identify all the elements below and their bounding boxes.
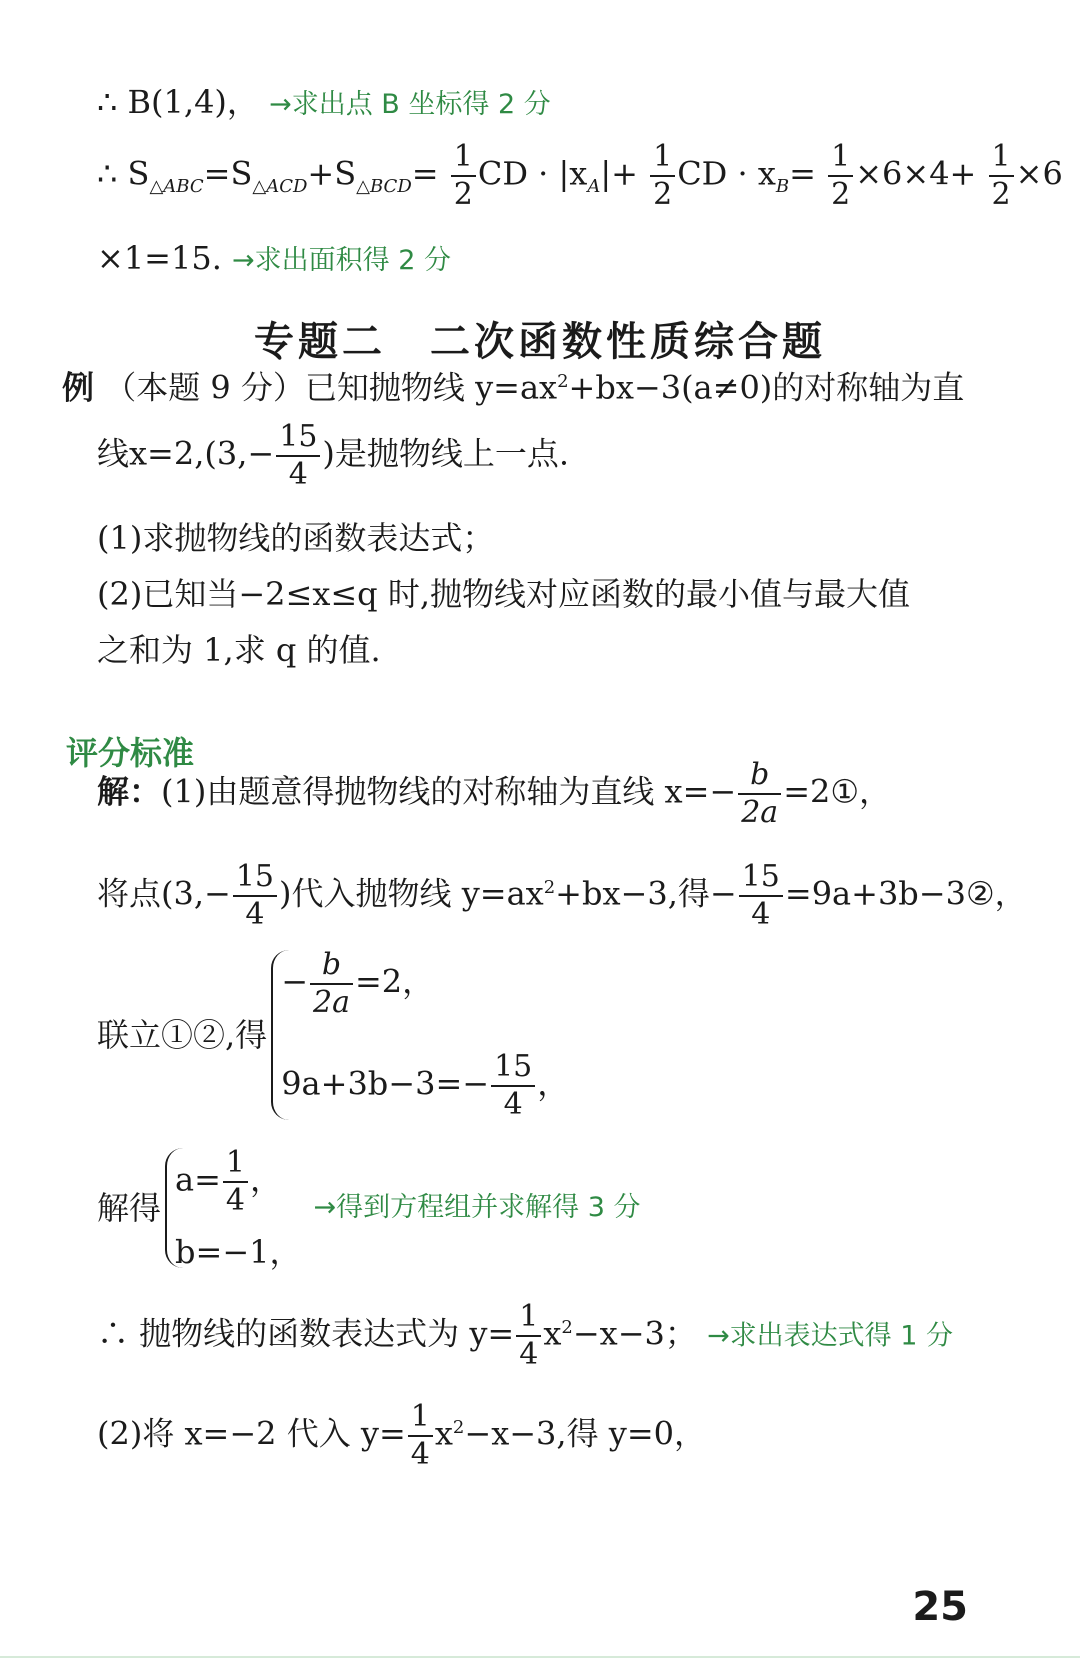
system-wrap — [97, 1145, 641, 1271]
fraction: $\frac{1}{4}$ — [408, 1402, 433, 1470]
equation-system — [271, 947, 570, 1122]
solution-expression — [97, 1299, 954, 1372]
math-text: ×6 — [1015, 154, 1063, 193]
math-text: |+ — [600, 154, 638, 193]
area-formula — [97, 139, 1063, 212]
math-text: （本题 9 分）已知抛物线 y=ax — [104, 368, 558, 407]
math-text: ∴ B(1,4)， — [97, 83, 259, 121]
score-note: →求出点 B 坐标得 2 分 — [269, 89, 551, 120]
fraction: $\frac{b}{2a}$ — [738, 760, 781, 828]
fraction: $\frac{1}{2}$ — [828, 142, 853, 210]
fraction: $\frac{1}{2}$ — [451, 142, 476, 210]
subscript: △BCD — [356, 175, 412, 197]
math-text: 将点(3,− — [97, 874, 231, 913]
superscript: 2 — [452, 1416, 465, 1438]
math-text: (1)由题意得抛物线的对称轴为直线 x=− — [161, 772, 737, 811]
system-row: a= $\frac{1}{4}$ ， — [175, 1145, 283, 1218]
section-title: 专题二 二次函数性质综合题 — [254, 319, 826, 365]
question-2-cont: 之和为 1,求 q 的值. — [97, 631, 381, 669]
math-text: −x−3,得 y=0， — [464, 1414, 707, 1453]
solution-line-2 — [97, 859, 1027, 932]
solution-result — [97, 1145, 641, 1271]
line-b-coordinate — [97, 82, 551, 125]
subscript: △ABC — [149, 175, 204, 197]
math-text: CD · |x — [477, 154, 588, 193]
superscript: 2 — [543, 876, 556, 898]
solution-part-2 — [97, 1399, 707, 1472]
question-1: (1)求抛物线的函数表达式； — [97, 519, 495, 557]
math-text: ×6×4+ — [855, 154, 977, 193]
superscript: 2 — [557, 371, 569, 392]
fraction: $\frac{1}{2}$ — [989, 142, 1014, 210]
fraction: $\frac{15}{4}$ — [739, 862, 783, 930]
area-result — [97, 238, 451, 281]
score-note: →求出面积得 2 分 — [232, 245, 452, 276]
math-text: )是抛物线上一点. — [322, 434, 570, 473]
math-text: = — [411, 154, 439, 193]
subscript: A — [587, 175, 601, 197]
math-text: 联立①②,得 — [97, 1016, 268, 1054]
system-wrap — [97, 947, 570, 1122]
superscript: 2 — [561, 1316, 573, 1338]
score-note: →得到方程组并求解得 3 分 — [313, 1192, 641, 1223]
page-number: 25 — [912, 1584, 968, 1630]
math-text: = — [789, 154, 816, 193]
example-line-2 — [97, 419, 570, 492]
fraction: $\frac{1}{2}$ — [650, 142, 675, 210]
subscript: △ACD — [252, 175, 308, 197]
solution-line-1 — [97, 757, 892, 830]
math-text: )代入抛物线 y=ax — [279, 874, 544, 913]
subscript: B — [775, 175, 790, 197]
example-label: 例 — [62, 368, 95, 407]
math-text: 解得 — [97, 1189, 162, 1227]
solution-label: 解： — [97, 772, 162, 811]
math-text: (2)将 x=−2 代入 y= — [97, 1414, 406, 1453]
solution-system — [165, 1145, 302, 1271]
math-text: +bx−3(a≠0)的对称轴为直 — [568, 368, 965, 407]
math-text: ×1=15. — [97, 239, 222, 277]
math-text: =9a+3b−3②， — [784, 874, 1027, 913]
math-text: CD · x — [677, 154, 776, 193]
math-text: =S — [203, 154, 253, 193]
system-row: − $\frac{b}{2a}$ =2， — [281, 947, 435, 1020]
score-note: →求出表达式得 1 分 — [707, 1320, 954, 1352]
fraction: $\frac{1}{4}$ — [516, 1302, 541, 1370]
math-text: x — [434, 1414, 453, 1453]
solution-system — [97, 947, 570, 1122]
math-text: x — [543, 1314, 562, 1353]
footer-rule — [0, 1656, 1080, 1658]
math-text: 线x=2,(3,− — [97, 434, 275, 473]
example-line-1 — [62, 362, 964, 408]
fraction: $\frac{15}{4}$ — [233, 862, 277, 930]
system-row: b=−1， — [175, 1233, 302, 1271]
grading-heading: 评分标准 — [66, 734, 195, 772]
question-2: (2)已知当−2≤x≤q 时,抛物线对应函数的最小值与最大值 — [97, 575, 911, 613]
math-text: ∴ 抛物线的函数表达式为 y= — [97, 1314, 515, 1353]
math-text: =2①， — [783, 772, 892, 811]
math-text: −x−3； — [572, 1314, 697, 1353]
math-text: ∴ S — [97, 154, 150, 193]
math-text: +S — [307, 154, 357, 193]
fraction: $\frac{15}{4}$ — [276, 422, 320, 490]
math-text: +bx−3,得− — [555, 874, 737, 913]
system-row: 9a+3b−3=− $\frac{15}{4}$ ， — [281, 1049, 570, 1122]
